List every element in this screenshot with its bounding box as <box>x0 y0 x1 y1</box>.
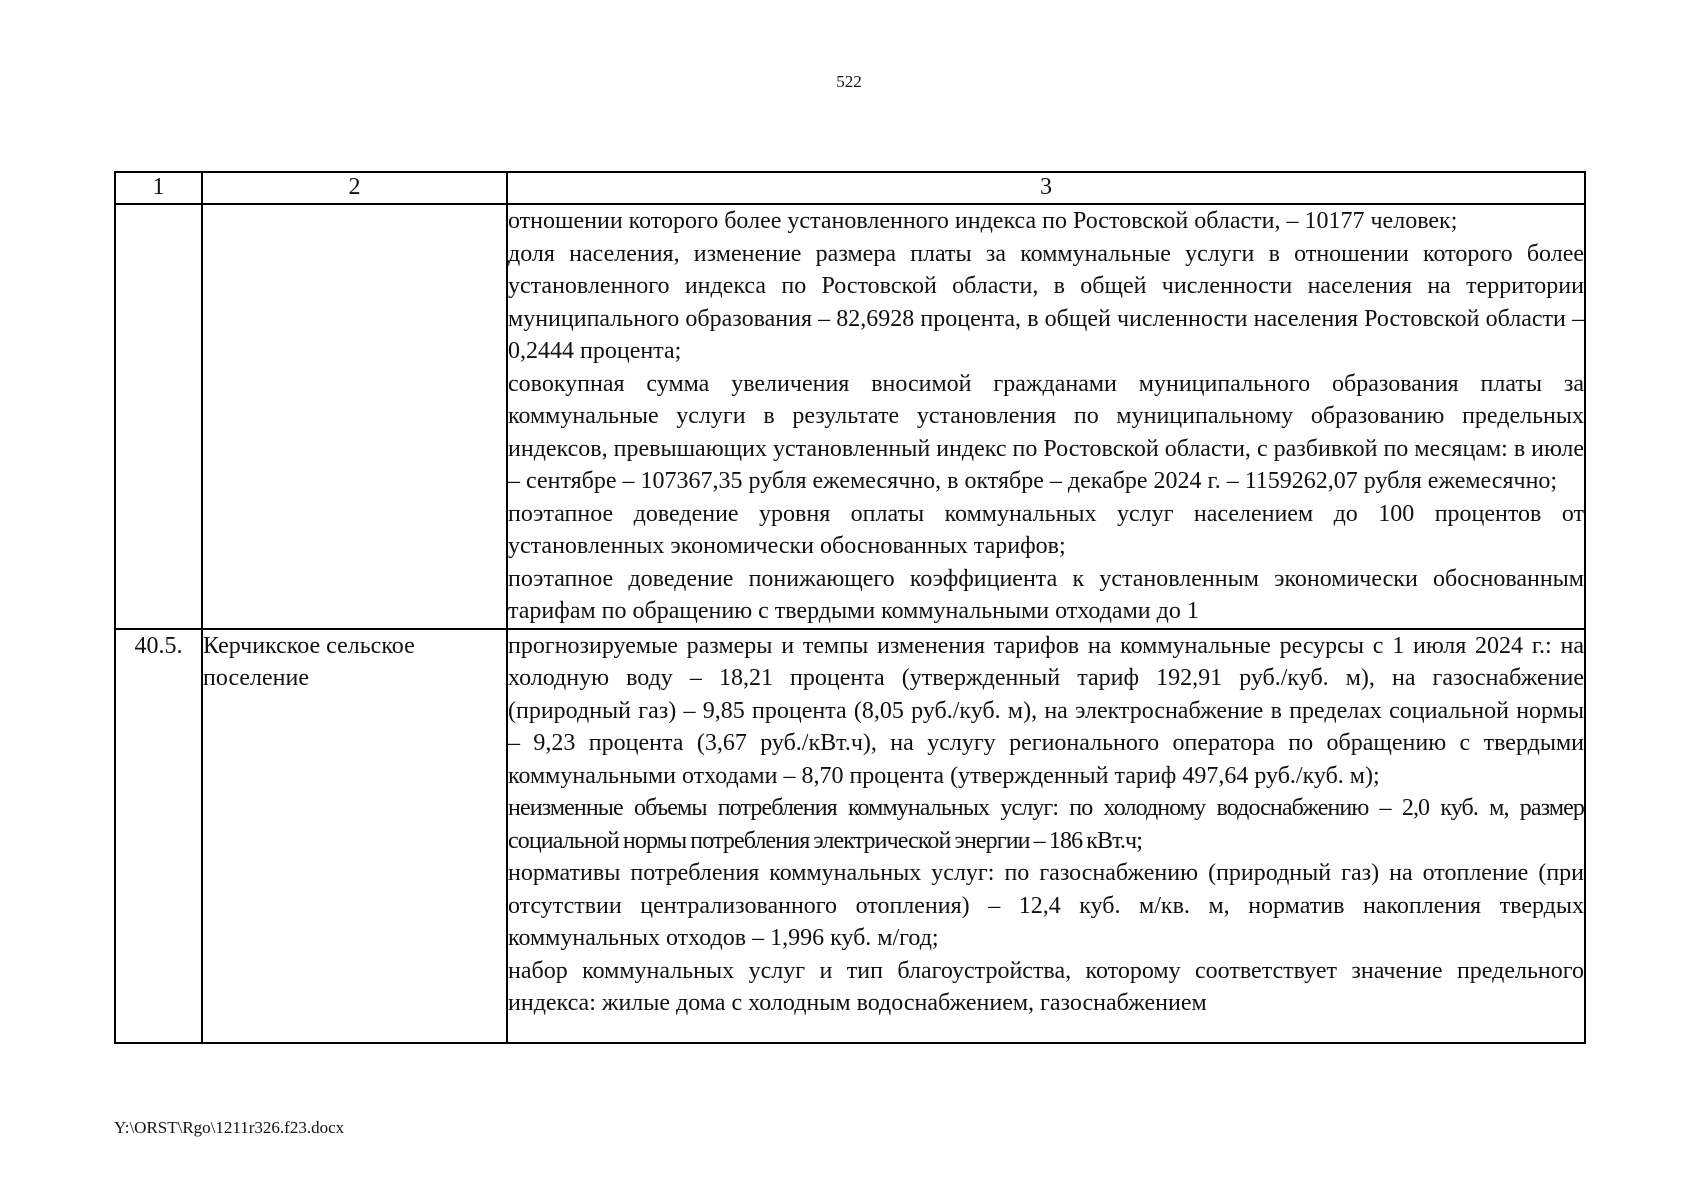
paragraph: прогнозируемые размеры и темпы изменения тарифов на коммунальные ресурсы с 1 июля 2024 г.: на холодную воду – 18,21 процента (утвержденный тариф 192,91 руб./куб. м), на газоснабжение (природный газ) – 9,85 процента (8,05 руб./куб. м), на электроснабжение в пределах социальной нормы – 9,23 процента (3,67 руб./кВт.ч), на услугу регионального оператора по обращению с твердыми коммунальными отходами – 8,70 процента (утвержденный тариф 497,64 руб./куб. м); <box>508 632 1584 789</box>
file-path-footer: Y:\ORST\Rgo\1211r326.f23.docx <box>114 1118 345 1137</box>
row-name <box>202 204 507 629</box>
header-col-2: 2 <box>202 172 507 204</box>
header-col-3: 3 <box>507 172 1585 204</box>
paragraph: поэтапное доведение понижающего коэффициента к установленным экономически обоснованным тарифам по обращению с твердыми коммунальными отходами до 1 <box>508 565 1584 624</box>
table-row <box>115 204 1585 629</box>
paragraph: поэтапное доведение уровня оплаты коммунальных услуг населением до 100 процентов от установленных экономически обоснованных тарифов; <box>508 500 1584 559</box>
table-row <box>115 629 1585 1043</box>
row-description <box>507 629 1585 1043</box>
row-description <box>507 204 1585 629</box>
paragraph: отношении которого более установленного индекса по Ростовской области, – 10177 человек; <box>508 208 1458 234</box>
page-number: 522 <box>836 72 862 91</box>
paragraph: нормативы потребления коммунальных услуг: по газоснабжению (природный газ) на отопление (при отсутствии централизованного отопления) – 12,4 куб. м/кв. м, норматив накопления твердых коммунальных отходов – 1,996 куб. м/год; <box>508 860 1584 951</box>
tariff-table <box>114 171 1586 1044</box>
paragraph: доля населения, изменение размера платы за коммунальные услуги в отношении которого более установленного индекса по Ростовской области, в общей численности населения на территории муниципального образования – 82,6928 процента, в общей численности населения Ростовской области – 0,2444 процента; <box>508 240 1584 364</box>
table-header-row <box>115 172 1585 204</box>
row-name: Керчикское сельское поселение <box>202 629 507 1043</box>
row-number: 40.5. <box>115 629 202 1043</box>
header-col-1: 1 <box>115 172 202 204</box>
row-number <box>115 204 202 629</box>
paragraph: совокупная сумма увеличения вносимой гражданами муниципального образования платы за коммунальные услуги в результате установления по муниципальному образованию предельных индексов, превышающих установленный индекс по Ростовской области, с разбивкой по месяцам: в июле – сентябре – 107367,35 рубля ежемесячно, в октябре – декабре 2024 г. – 1159262,07 рубля ежемесячно; <box>508 370 1584 494</box>
paragraph: набор коммунальных услуг и тип благоустройства, которому соответствует значение предельного индекса: жилые дома с холодным водоснабжением, газоснабжением <box>508 957 1584 1016</box>
paragraph: неизменные объемы потребления коммунальных услуг: по холодному водоснабжению – 2,0 куб. м, размер социальной нормы потребления электрической энергии – 186 кВт.ч; <box>508 795 1584 854</box>
